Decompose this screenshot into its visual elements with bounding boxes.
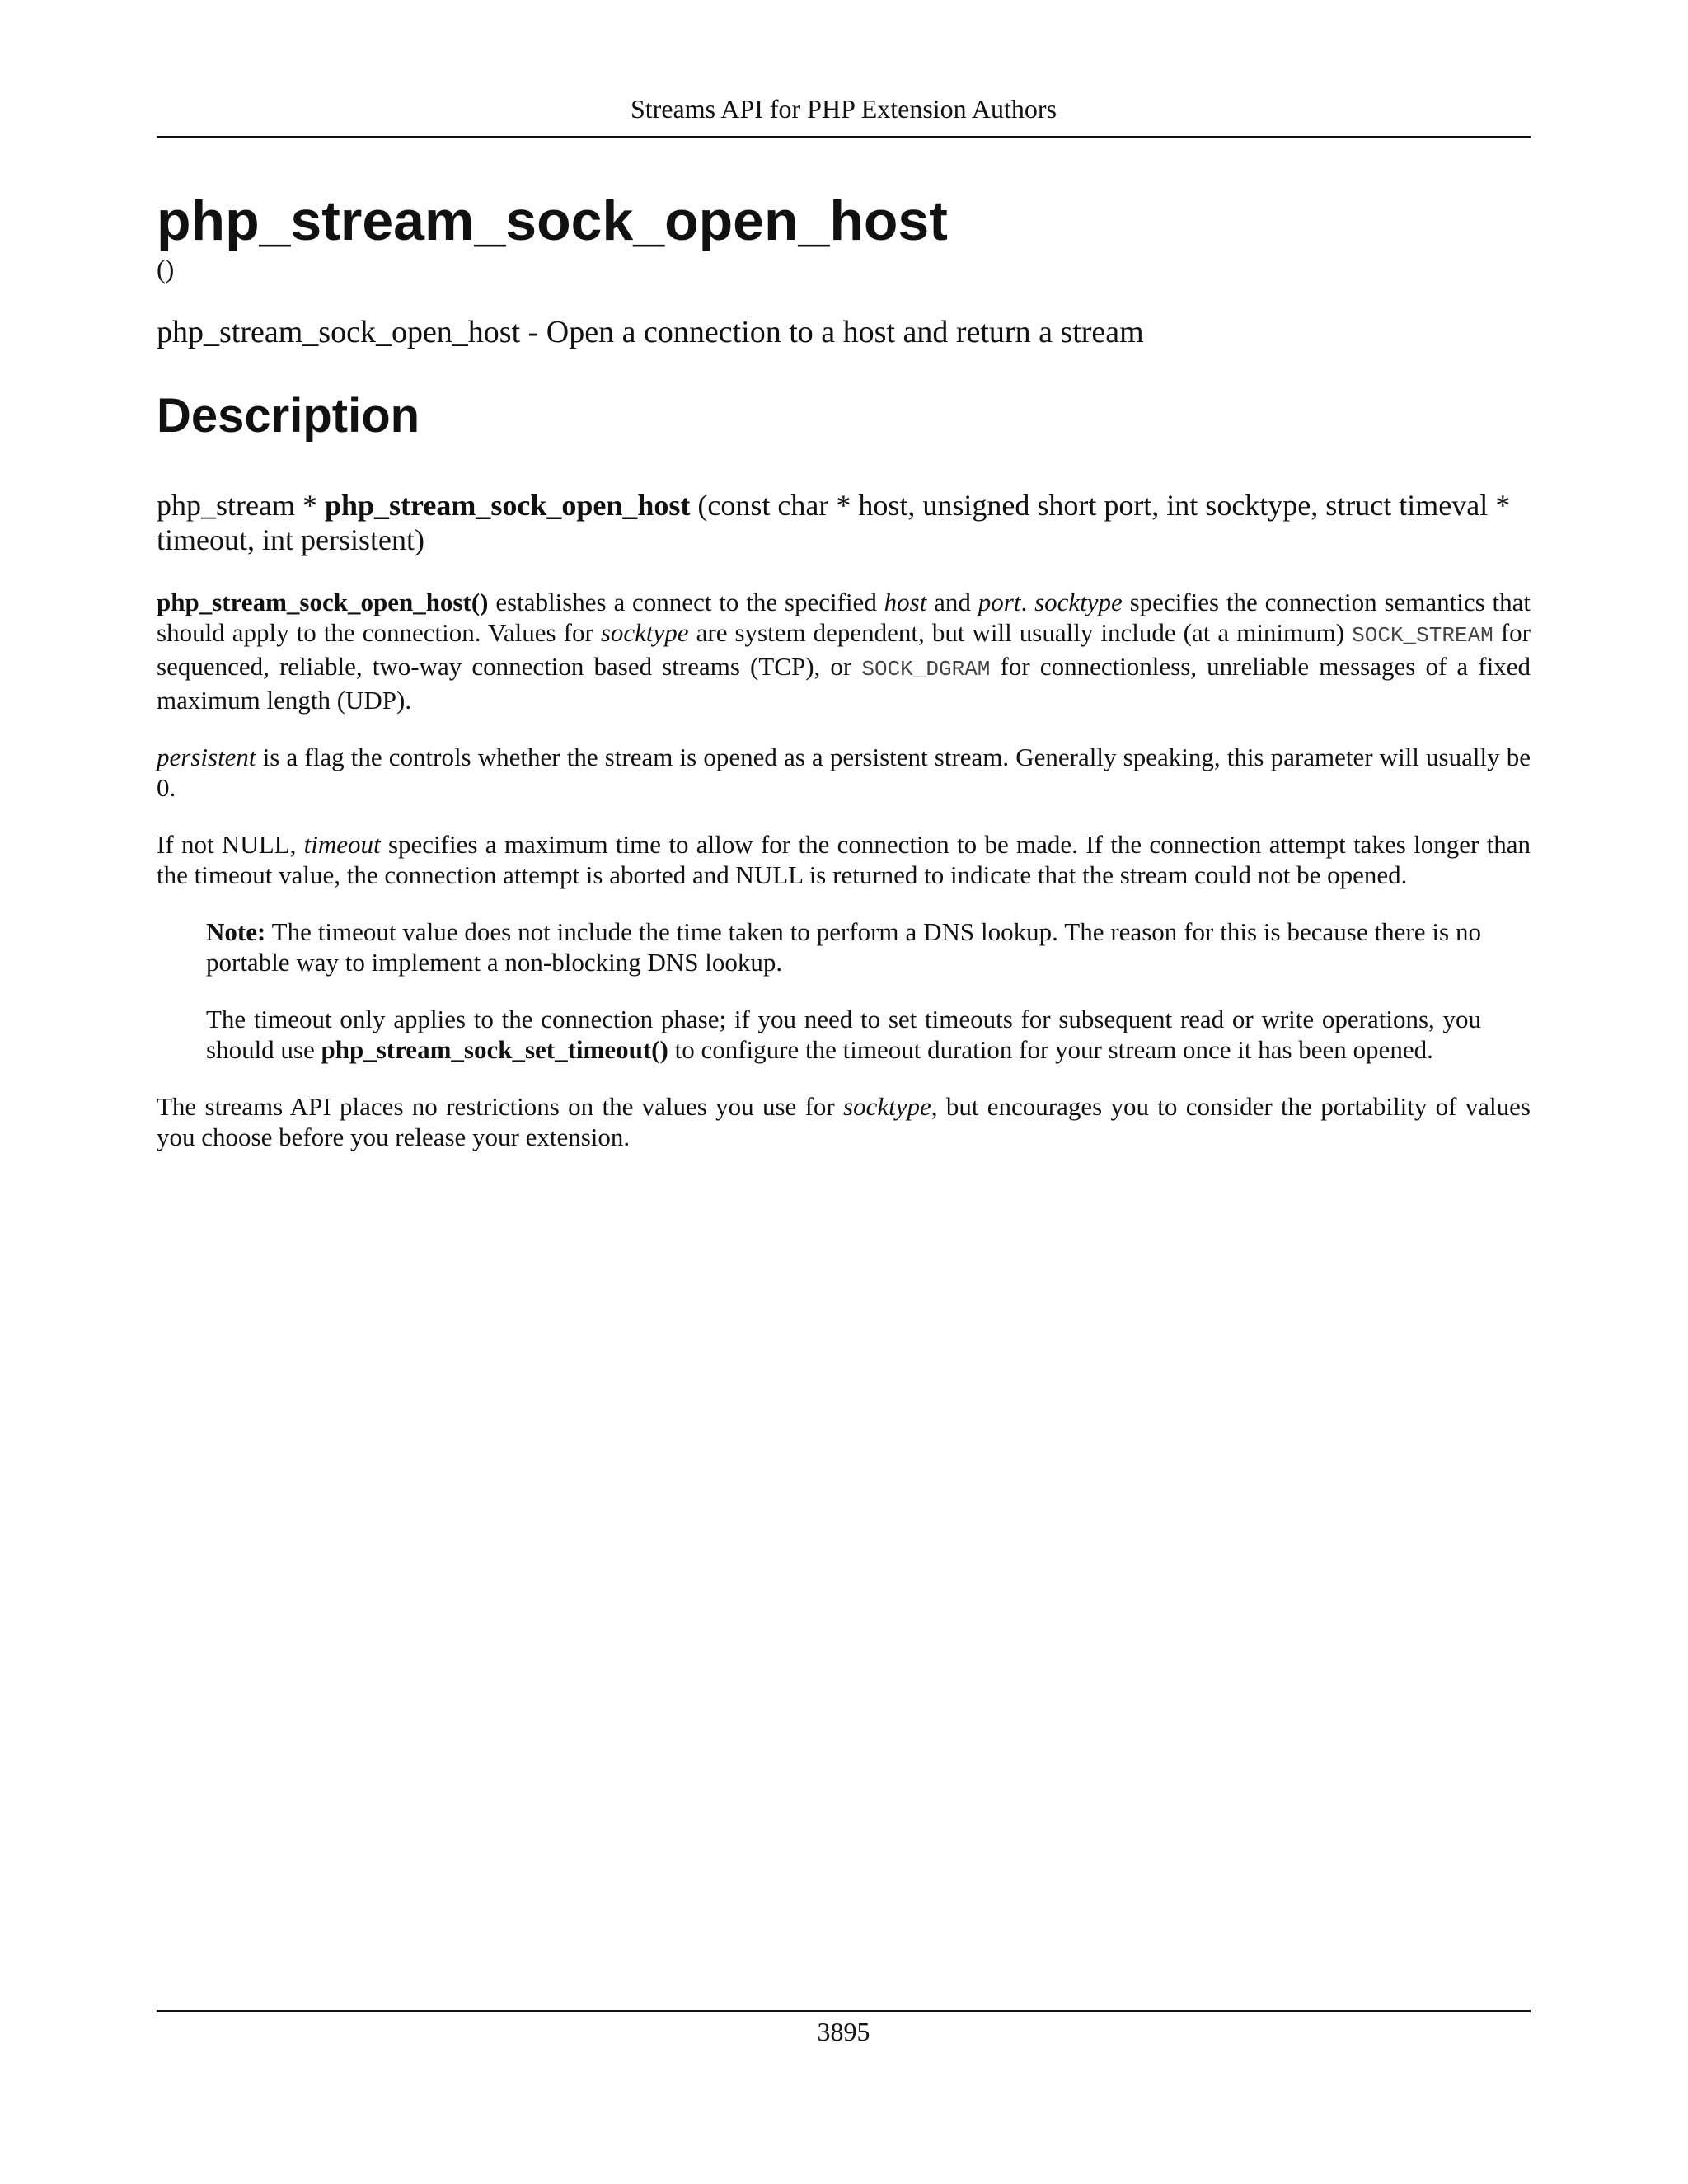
footer-rule xyxy=(157,2010,1531,2012)
note-paragraph-1: Note: The timeout value does not include the time taken to perform a DNS lookup. The reason for this is because there is no portable way to implement a non-blocking DNS lookup. xyxy=(206,917,1481,977)
note-paragraph-2: The timeout only applies to the connection phase; if you need to set timeouts for subsequent read or write operations, you should use php_stream_sock_set_timeout() to configure the timeout duration for your stream once it has been opened. xyxy=(206,1005,1481,1064)
function-reference: php_stream_sock_open_host() xyxy=(157,588,489,616)
synopsis-function-name: php_stream_sock_open_host xyxy=(324,489,691,522)
note-label: Note: xyxy=(206,917,266,946)
function-reference: php_stream_sock_set_timeout() xyxy=(321,1035,668,1064)
page-number: 3895 xyxy=(817,2017,870,2046)
param-host: host xyxy=(884,588,927,616)
param-port: port xyxy=(978,588,1021,616)
function-synopsis xyxy=(157,488,1531,557)
description-paragraph-2: persistent is a flag the controls whether the stream is opened as a persistent stream. Generally speaking, this parameter will usually be 0. xyxy=(157,743,1531,802)
refentry-parens: () xyxy=(157,254,175,284)
param-timeout: timeout xyxy=(303,830,381,859)
param-socktype: socktype xyxy=(600,618,689,647)
description-paragraph-3: If not NULL, timeout specifies a maximum time to allow for the connection to be made. If the connection attempt takes longer than the timeout value, the connection attempt is aborted and NULL is returned to indicate that the stream could not be opened. xyxy=(157,830,1531,889)
running-header: Streams API for PHP Extension Authors xyxy=(630,94,1057,124)
description-heading: Description xyxy=(157,389,420,443)
param-socktype: socktype xyxy=(1034,588,1123,616)
synopsis-return-type: php_stream * xyxy=(157,489,325,522)
page-content xyxy=(157,188,1531,1179)
refentry-purpose: php_stream_sock_open_host - Open a connection to a host and return a stream xyxy=(157,315,1144,349)
description-paragraph-4: The streams API places no restrictions on the values you use for socktype, but encourages you to consider the portability of values you choose before you release your extension. xyxy=(157,1092,1531,1151)
param-socktype: socktype xyxy=(843,1092,931,1121)
synopsis-params: (const char * host, unsigned short port, int socktype, struct timeval * timeout, int persistent) xyxy=(157,489,1511,556)
constant-sock-stream: SOCK_STREAM xyxy=(1352,623,1493,648)
param-persistent: persistent xyxy=(157,743,256,771)
constant-sock-dgram: SOCK_DGRAM xyxy=(861,657,991,682)
description-paragraph-1: php_stream_sock_open_host() establishes a connect to the specified host and port. socktype specifies the connection semantics that should apply to the connection. Values for socktype are system dependent, but will usually include (at a minimum) SOCK_STREAM for sequenced, reliable, two-way connection based streams (TCP), or SOCK_DGRAM for connectionless, unreliable messages of a fixed maximum length (UDP). xyxy=(157,588,1531,715)
header-rule xyxy=(157,136,1531,138)
refentry-title: php_stream_sock_open_host xyxy=(157,190,948,252)
note-block xyxy=(206,916,1481,1065)
